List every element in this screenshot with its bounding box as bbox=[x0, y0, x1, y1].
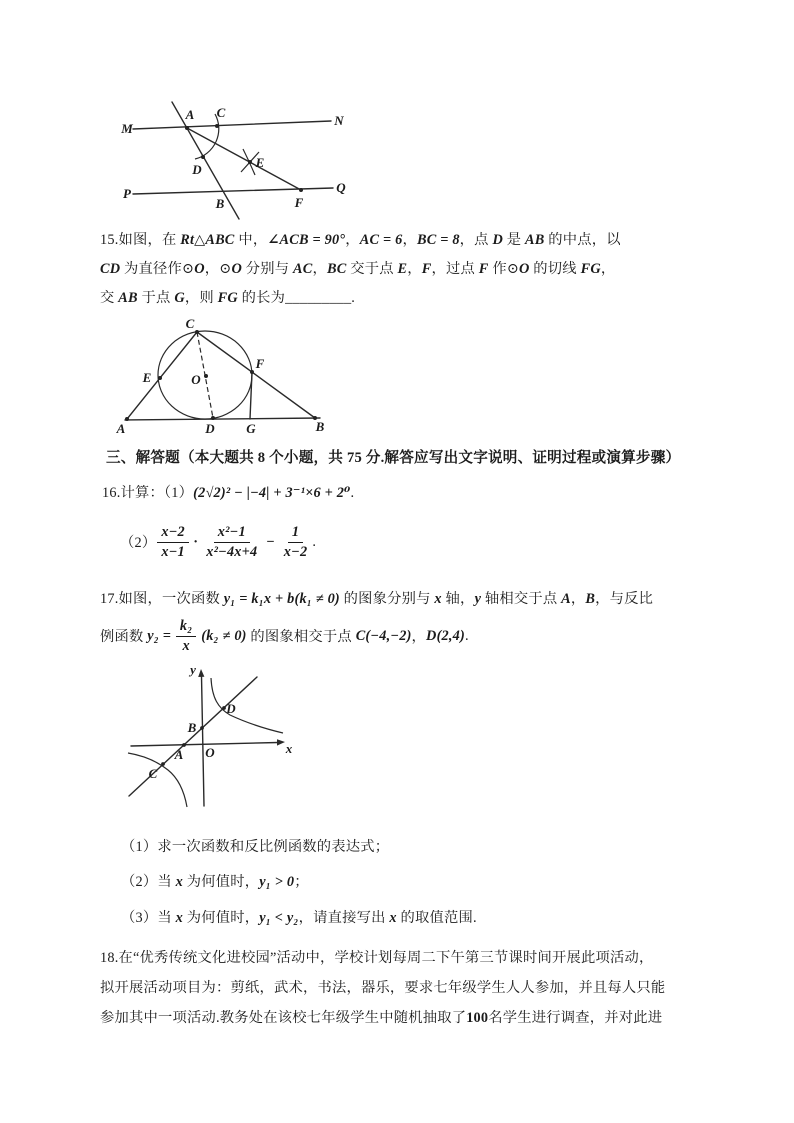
fig1-label-m: M bbox=[121, 121, 133, 136]
fig2-label-b: B bbox=[315, 419, 325, 434]
fig3-label-b: B bbox=[187, 720, 197, 735]
problem-18-line-3: 参加其中一项活动.教务处在该校七年级学生中随机抽取了100名学生进行调查，并对此进 bbox=[100, 1010, 663, 1026]
problem-17-line-2: 例函数 y₂ = $\frac{\text{k₂}}{x}$ (k₂ ≠ 0) 的图象相交于点 C(−4,−2) ， D(2,4) . bbox=[100, 618, 469, 654]
fig3-label-a: A bbox=[174, 747, 184, 762]
fig2-label-e: E bbox=[142, 370, 152, 385]
problem-18-line-1: 18.在“优秀传统文化进校园”活动中，学校计划每周二下午第三节课时间开展此项活动， bbox=[100, 950, 654, 966]
figure-construction bbox=[118, 95, 363, 225]
fig1-label-d: D bbox=[192, 162, 202, 177]
problem-18-line-2: 拟开展活动项目为：剪纸，武术，书法，器乐，要求七年级学生人人参加，并且每人只能 bbox=[100, 980, 666, 996]
fig2-label-d: D bbox=[205, 421, 215, 436]
problem-16-part-2: （2） $\frac{x-2}{x-1}$ · $\frac{\text{x²−1}}{\text{x²−4x+4}}$ − $\frac{1}{x-2}$ . bbox=[120, 524, 317, 560]
fig1-label-c: C bbox=[216, 105, 226, 120]
fig2-label-a: A bbox=[116, 421, 126, 436]
problem-17-line-1: 17.如图，一次函数 y₁ = k₁x + b(k₁ ≠ 0) 的图象分别与 x 轴，y 轴相交于点 A，B，与反比 bbox=[100, 591, 654, 607]
section-heading: 三、解答题（本大题共 8 个小题，共 75 分.解答应写出文字说明、证明过程或演算步骤） bbox=[106, 450, 681, 466]
fig3-label-x-axis: x bbox=[285, 741, 293, 756]
problem-15-line-2: CD 为直径作⊙O，⊙O 分别与 AC，BC 交于点 E，F，过点 F 作⊙O 的切线 FG， bbox=[100, 261, 616, 277]
fig1-label-p: P bbox=[123, 186, 131, 201]
problem-17-q1: （1）求一次函数和反比例函数的表达式； bbox=[121, 839, 390, 855]
figure-function-graph bbox=[120, 662, 300, 817]
fig1-label-a: A bbox=[185, 107, 195, 122]
problem-17-q3: （3）当 x 为何值时，y₁ < y₂，请直接写出 x 的取值范围. bbox=[121, 910, 477, 926]
fig1-label-q: Q bbox=[336, 180, 346, 195]
graph-curves bbox=[128, 677, 283, 807]
fig1-label-n: N bbox=[334, 113, 344, 128]
problem-15-line-1: 15.如图，在 Rt△ABC 中，∠ACB = 90°，AC = 6，BC = 8，点 D 是 AB 的中点，以 bbox=[100, 232, 621, 248]
circle-figure-lines bbox=[125, 331, 320, 420]
fig2-label-f: F bbox=[255, 356, 265, 371]
fig1-label-e: E bbox=[255, 155, 265, 170]
problem-16-part-1: 16.计算：（1）(2√2)² − |−4| + 3⁻¹×6 + 2⁰. bbox=[102, 485, 355, 501]
fig3-label-y-axis: y bbox=[190, 662, 196, 677]
fig3-label-origin: O bbox=[205, 745, 215, 760]
fig1-label-f: F bbox=[294, 195, 304, 210]
fig2-label-c: C bbox=[185, 316, 195, 331]
graph-axes bbox=[131, 669, 285, 806]
fig3-label-d: D bbox=[226, 701, 236, 716]
fig2-label-g: G bbox=[246, 421, 256, 436]
problem-15-line-3: 交 AB 于点 G，则 FG 的长为_________. bbox=[100, 290, 356, 306]
problem-17-q2: （2）当 x 为何值时，y₁ > 0； bbox=[121, 874, 309, 890]
fig3-label-c: C bbox=[148, 766, 158, 781]
fig2-label-o: O bbox=[191, 372, 201, 387]
figure-circle-triangle bbox=[112, 316, 352, 442]
fig1-label-b: B bbox=[215, 196, 225, 211]
circle-figure-points bbox=[125, 330, 317, 421]
